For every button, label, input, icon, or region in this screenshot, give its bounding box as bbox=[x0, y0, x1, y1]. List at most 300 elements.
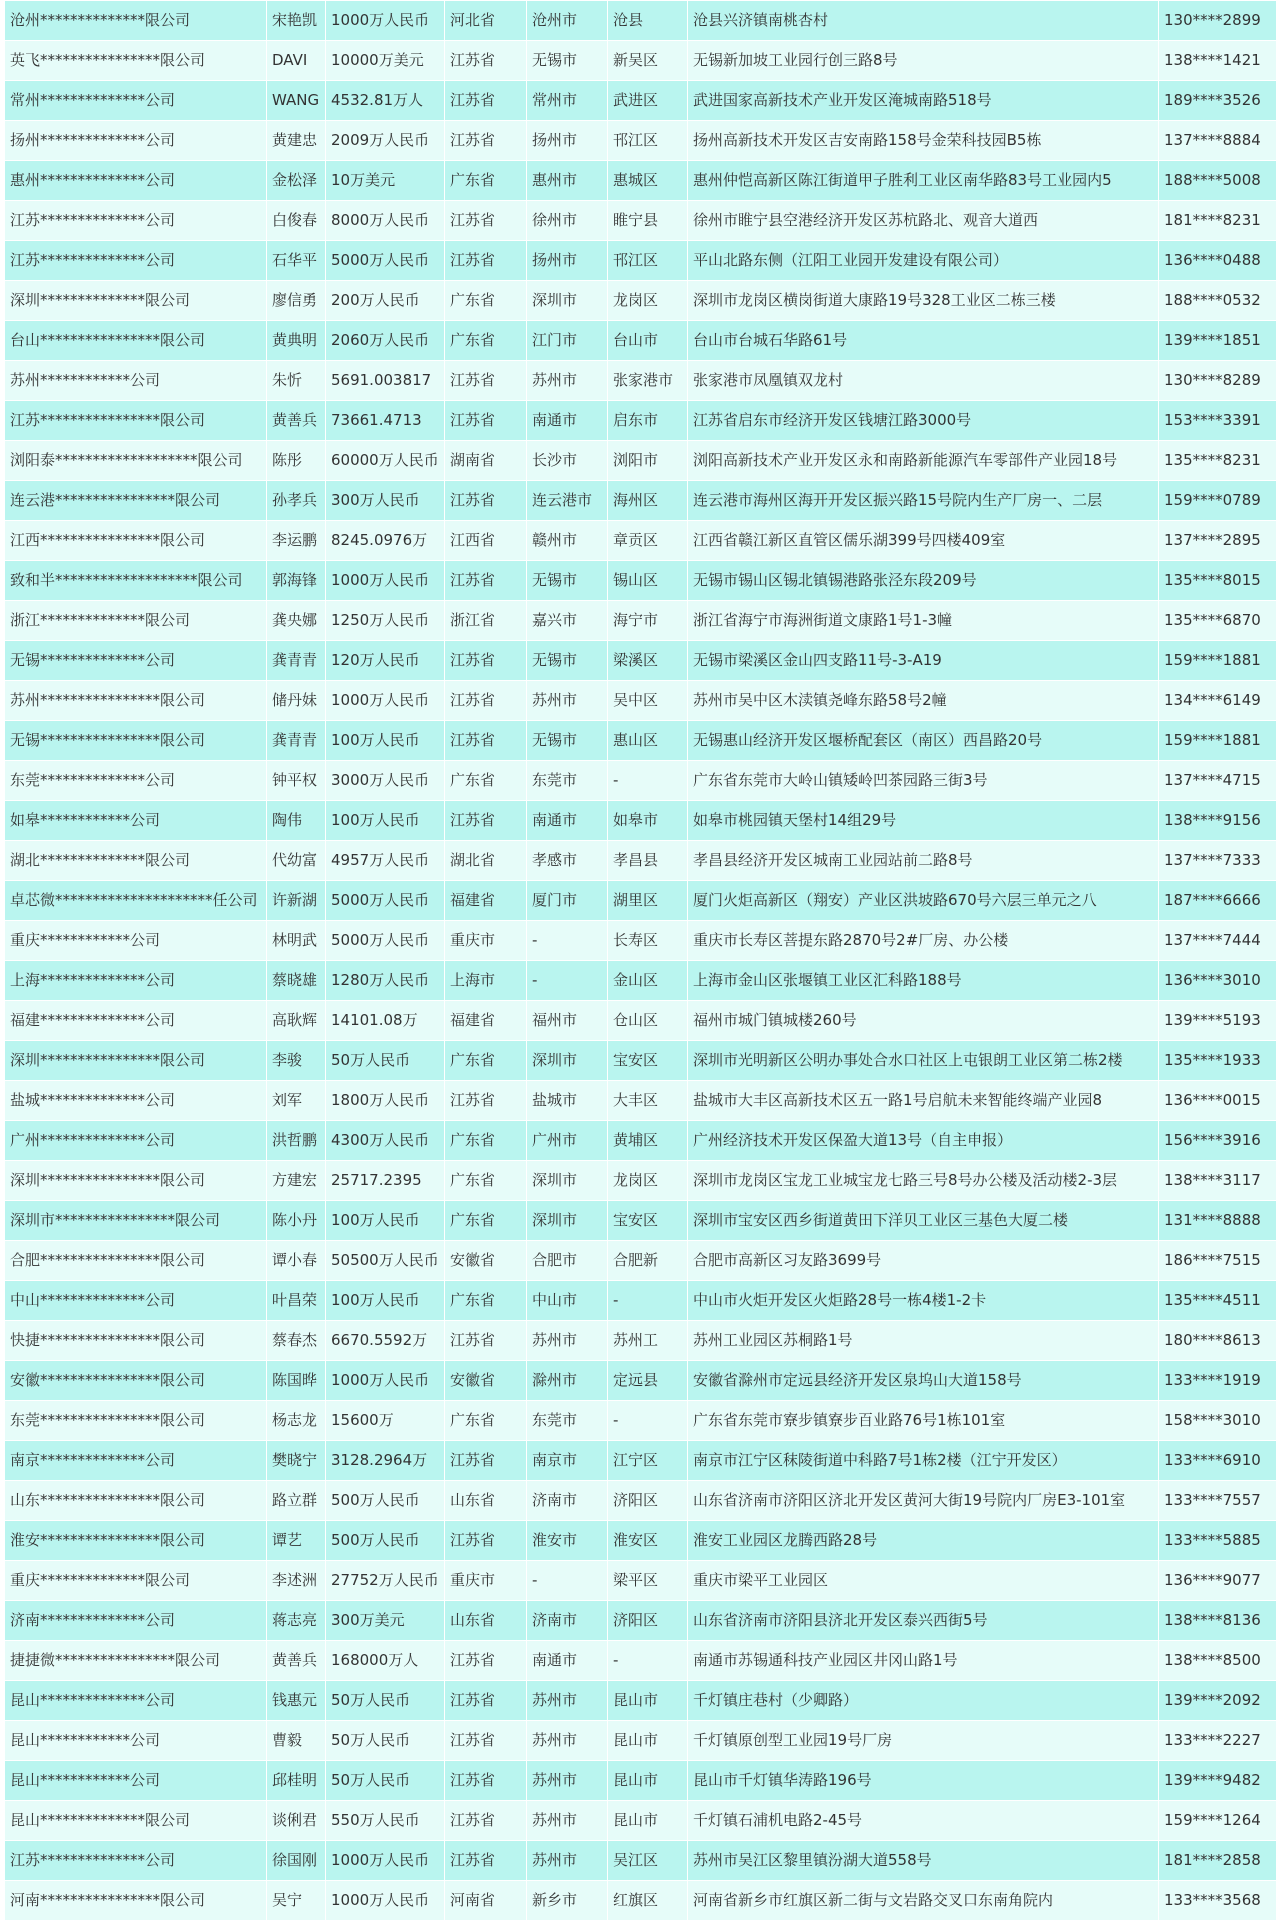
table-row bbox=[5, 1881, 1277, 1920]
company-name-cell: 连云港****************限公司 bbox=[5, 481, 267, 521]
address-cell: 南京市江宁区秣陵街道中科路7号1栋2楼（江宁开发区） bbox=[688, 1441, 1159, 1481]
table-row bbox=[5, 1761, 1277, 1801]
registered-capital-cell: 100万人民币 bbox=[326, 1201, 445, 1241]
registered-capital-cell: 1000万人民币 bbox=[326, 1841, 445, 1881]
legal-representative-cell: 邱桂明 bbox=[267, 1761, 326, 1801]
legal-representative-cell: 郭海锋 bbox=[267, 561, 326, 601]
city-cell: 苏州市 bbox=[527, 1321, 608, 1361]
province-cell: 湖南省 bbox=[445, 441, 527, 481]
legal-representative-cell: 陈小丹 bbox=[267, 1201, 326, 1241]
district-cell: 金山区 bbox=[608, 961, 688, 1001]
company-name-cell: 昆山**************公司 bbox=[5, 1681, 267, 1721]
district-cell: 惠山区 bbox=[608, 721, 688, 761]
company-name-cell: 南京**************公司 bbox=[5, 1441, 267, 1481]
phone-cell: 186****7515 bbox=[1159, 1241, 1277, 1281]
legal-representative-cell: 储丹妹 bbox=[267, 681, 326, 721]
district-cell: 合肥新 bbox=[608, 1241, 688, 1281]
legal-representative-cell: 代幼富 bbox=[267, 841, 326, 881]
phone-cell: 181****2858 bbox=[1159, 1841, 1277, 1881]
registered-capital-cell: 1800万人民币 bbox=[326, 1081, 445, 1121]
city-cell: 东莞市 bbox=[527, 761, 608, 801]
registered-capital-cell: 1250万人民币 bbox=[326, 601, 445, 641]
province-cell: 江苏省 bbox=[445, 481, 527, 521]
legal-representative-cell: 宋艳凯 bbox=[267, 1, 326, 41]
city-cell: 惠州市 bbox=[527, 161, 608, 201]
province-cell: 湖北省 bbox=[445, 841, 527, 881]
province-cell: 江西省 bbox=[445, 521, 527, 561]
registered-capital-cell: 10000万美元 bbox=[326, 41, 445, 81]
table-row bbox=[5, 841, 1277, 881]
table-row bbox=[5, 681, 1277, 721]
address-cell: 苏州市吴中区木渎镇尧峰东路58号2幢 bbox=[688, 681, 1159, 721]
province-cell: 江苏省 bbox=[445, 41, 527, 81]
address-cell: 南通市苏锡通科技产业园区井冈山路1号 bbox=[688, 1641, 1159, 1681]
district-cell: 台山市 bbox=[608, 321, 688, 361]
phone-cell: 139****5193 bbox=[1159, 1001, 1277, 1041]
district-cell: 梁溪区 bbox=[608, 641, 688, 681]
district-cell: 锡山区 bbox=[608, 561, 688, 601]
address-cell: 深圳市龙岗区横岗街道大康路19号328工业区二栋三楼 bbox=[688, 281, 1159, 321]
phone-cell: 159****1881 bbox=[1159, 641, 1277, 681]
district-cell: 吴江区 bbox=[608, 1841, 688, 1881]
company-name-cell: 卓芯微*********************任公司 bbox=[5, 881, 267, 921]
district-cell: 吴中区 bbox=[608, 681, 688, 721]
phone-cell: 138****9156 bbox=[1159, 801, 1277, 841]
district-cell: - bbox=[608, 1281, 688, 1321]
registered-capital-cell: 8000万人民币 bbox=[326, 201, 445, 241]
province-cell: 江苏省 bbox=[445, 681, 527, 721]
phone-cell: 133****6910 bbox=[1159, 1441, 1277, 1481]
address-cell: 无锡市梁溪区金山四支路11号-3-A19 bbox=[688, 641, 1159, 681]
table-row bbox=[5, 961, 1277, 1001]
district-cell: 宝安区 bbox=[608, 1201, 688, 1241]
legal-representative-cell: 路立群 bbox=[267, 1481, 326, 1521]
address-cell: 武进国家高新技术产业开发区淹城南路518号 bbox=[688, 81, 1159, 121]
legal-representative-cell: 孙孝兵 bbox=[267, 481, 326, 521]
address-cell: 深圳市龙岗区宝龙工业城宝龙七路三号8号办公楼及活动楼2-3层 bbox=[688, 1161, 1159, 1201]
province-cell: 广东省 bbox=[445, 1161, 527, 1201]
company-name-cell: 深圳****************限公司 bbox=[5, 1041, 267, 1081]
table-row bbox=[5, 1801, 1277, 1841]
province-cell: 江苏省 bbox=[445, 1641, 527, 1681]
phone-cell: 139****9482 bbox=[1159, 1761, 1277, 1801]
company-name-cell: 无锡**************公司 bbox=[5, 641, 267, 681]
phone-cell: 159****1881 bbox=[1159, 721, 1277, 761]
city-cell: 苏州市 bbox=[527, 1841, 608, 1881]
district-cell: 江宁区 bbox=[608, 1441, 688, 1481]
legal-representative-cell: 李述洲 bbox=[267, 1561, 326, 1601]
table-row bbox=[5, 1001, 1277, 1041]
phone-cell: 133****1919 bbox=[1159, 1361, 1277, 1401]
legal-representative-cell: 陈国晔 bbox=[267, 1361, 326, 1401]
table-row bbox=[5, 1841, 1277, 1881]
company-name-cell: 合肥****************限公司 bbox=[5, 1241, 267, 1281]
district-cell: 湖里区 bbox=[608, 881, 688, 921]
district-cell: 淮安区 bbox=[608, 1521, 688, 1561]
province-cell: 安徽省 bbox=[445, 1241, 527, 1281]
district-cell: 昆山市 bbox=[608, 1801, 688, 1841]
legal-representative-cell: 廖信勇 bbox=[267, 281, 326, 321]
district-cell: 昆山市 bbox=[608, 1721, 688, 1761]
province-cell: 浙江省 bbox=[445, 601, 527, 641]
district-cell: 如皋市 bbox=[608, 801, 688, 841]
company-name-cell: 淮安****************限公司 bbox=[5, 1521, 267, 1561]
table-row bbox=[5, 881, 1277, 921]
address-cell: 如皋市桃园镇天堡村14组29号 bbox=[688, 801, 1159, 841]
registered-capital-cell: 1000万人民币 bbox=[326, 1881, 445, 1920]
registered-capital-cell: 3000万人民币 bbox=[326, 761, 445, 801]
city-cell: 常州市 bbox=[527, 81, 608, 121]
phone-cell: 133****2227 bbox=[1159, 1721, 1277, 1761]
city-cell: - bbox=[527, 921, 608, 961]
registered-capital-cell: 200万人民币 bbox=[326, 281, 445, 321]
city-cell: 深圳市 bbox=[527, 281, 608, 321]
province-cell: 江苏省 bbox=[445, 81, 527, 121]
company-name-cell: 广州**************公司 bbox=[5, 1121, 267, 1161]
table-row bbox=[5, 1081, 1277, 1121]
province-cell: 江苏省 bbox=[445, 1841, 527, 1881]
registered-capital-cell: 4532.81万人 bbox=[326, 81, 445, 121]
table-row bbox=[5, 641, 1277, 681]
table-row bbox=[5, 1441, 1277, 1481]
legal-representative-cell: 黄典明 bbox=[267, 321, 326, 361]
table-row bbox=[5, 561, 1277, 601]
address-cell: 广东省东莞市大岭山镇矮岭凹茶园路三街3号 bbox=[688, 761, 1159, 801]
company-name-cell: 深圳****************限公司 bbox=[5, 1161, 267, 1201]
registered-capital-cell: 1000万人民币 bbox=[326, 561, 445, 601]
city-cell: 南通市 bbox=[527, 1641, 608, 1681]
phone-cell: 159****1264 bbox=[1159, 1801, 1277, 1841]
registered-capital-cell: 50万人民币 bbox=[326, 1681, 445, 1721]
registered-capital-cell: 50500万人民币 bbox=[326, 1241, 445, 1281]
phone-cell: 130****8289 bbox=[1159, 361, 1277, 401]
district-cell: 浏阳市 bbox=[608, 441, 688, 481]
district-cell: 黄埔区 bbox=[608, 1121, 688, 1161]
legal-representative-cell: 李运鹏 bbox=[267, 521, 326, 561]
legal-representative-cell: 谈俐君 bbox=[267, 1801, 326, 1841]
district-cell: 济阳区 bbox=[608, 1481, 688, 1521]
phone-cell: 137****7333 bbox=[1159, 841, 1277, 881]
legal-representative-cell: 谭艺 bbox=[267, 1521, 326, 1561]
legal-representative-cell: 洪哲鹏 bbox=[267, 1121, 326, 1161]
company-name-cell: 江苏**************公司 bbox=[5, 241, 267, 281]
province-cell: 江苏省 bbox=[445, 401, 527, 441]
district-cell: 昆山市 bbox=[608, 1761, 688, 1801]
city-cell: 济南市 bbox=[527, 1601, 608, 1641]
company-name-cell: 中山**************公司 bbox=[5, 1281, 267, 1321]
phone-cell: 138****8500 bbox=[1159, 1641, 1277, 1681]
table-row bbox=[5, 521, 1277, 561]
address-cell: 徐州市睢宁县空港经济开发区苏杭路北、观音大道西 bbox=[688, 201, 1159, 241]
city-cell: 赣州市 bbox=[527, 521, 608, 561]
address-cell: 深圳市光明新区公明办事处合水口社区上屯银朗工业区第二栋2楼 bbox=[688, 1041, 1159, 1081]
registered-capital-cell: 50万人民币 bbox=[326, 1721, 445, 1761]
legal-representative-cell: 钟平权 bbox=[267, 761, 326, 801]
province-cell: 江苏省 bbox=[445, 801, 527, 841]
province-cell: 江苏省 bbox=[445, 121, 527, 161]
district-cell: 张家港市 bbox=[608, 361, 688, 401]
province-cell: 江苏省 bbox=[445, 641, 527, 681]
district-cell: 龙岗区 bbox=[608, 281, 688, 321]
legal-representative-cell: 曹毅 bbox=[267, 1721, 326, 1761]
table-row bbox=[5, 161, 1277, 201]
legal-representative-cell: 高耿辉 bbox=[267, 1001, 326, 1041]
company-name-cell: 河南****************限公司 bbox=[5, 1881, 267, 1920]
table-row bbox=[5, 321, 1277, 361]
registered-capital-cell: 4957万人民币 bbox=[326, 841, 445, 881]
address-cell: 浙江省海宁市海洲街道文康路1号1-3幢 bbox=[688, 601, 1159, 641]
district-cell: - bbox=[608, 1641, 688, 1681]
registered-capital-cell: 4300万人民币 bbox=[326, 1121, 445, 1161]
province-cell: 广东省 bbox=[445, 321, 527, 361]
registered-capital-cell: 2060万人民币 bbox=[326, 321, 445, 361]
registered-capital-cell: 50万人民币 bbox=[326, 1041, 445, 1081]
legal-representative-cell: WANG bbox=[267, 81, 326, 121]
province-cell: 山东省 bbox=[445, 1481, 527, 1521]
phone-cell: 136****0488 bbox=[1159, 241, 1277, 281]
company-name-cell: 湖北**************限公司 bbox=[5, 841, 267, 881]
city-cell: 广州市 bbox=[527, 1121, 608, 1161]
province-cell: 福建省 bbox=[445, 881, 527, 921]
company-name-cell: 常州**************公司 bbox=[5, 81, 267, 121]
address-cell: 广州经济技术开发区保盈大道13号（自主申报） bbox=[688, 1121, 1159, 1161]
province-cell: 江苏省 bbox=[445, 1721, 527, 1761]
legal-representative-cell: 龚央娜 bbox=[267, 601, 326, 641]
company-table-sheet bbox=[4, 0, 1276, 1920]
province-cell: 河北省 bbox=[445, 1, 527, 41]
address-cell: 山东省济南市济阳区济北开发区黄河大街19号院内厂房E3-101室 bbox=[688, 1481, 1159, 1521]
table-row bbox=[5, 1601, 1277, 1641]
table-row bbox=[5, 281, 1277, 321]
phone-cell: 131****8888 bbox=[1159, 1201, 1277, 1241]
province-cell: 广东省 bbox=[445, 1401, 527, 1441]
city-cell: 嘉兴市 bbox=[527, 601, 608, 641]
table-row bbox=[5, 481, 1277, 521]
company-name-cell: 江苏**************公司 bbox=[5, 201, 267, 241]
registered-capital-cell: 73661.4713 bbox=[326, 401, 445, 441]
city-cell: 南通市 bbox=[527, 801, 608, 841]
legal-representative-cell: 黄善兵 bbox=[267, 401, 326, 441]
province-cell: 江苏省 bbox=[445, 241, 527, 281]
registered-capital-cell: 10万美元 bbox=[326, 161, 445, 201]
legal-representative-cell: 蔡春杰 bbox=[267, 1321, 326, 1361]
company-name-cell: 如皋************公司 bbox=[5, 801, 267, 841]
city-cell: 连云港市 bbox=[527, 481, 608, 521]
table-row bbox=[5, 801, 1277, 841]
company-name-cell: 台山****************限公司 bbox=[5, 321, 267, 361]
registered-capital-cell: 168000万人 bbox=[326, 1641, 445, 1681]
address-cell: 孝昌县经济开发区城南工业园站前二路8号 bbox=[688, 841, 1159, 881]
district-cell: 邗江区 bbox=[608, 121, 688, 161]
company-name-cell: 重庆************公司 bbox=[5, 921, 267, 961]
legal-representative-cell: DAVI bbox=[267, 41, 326, 81]
city-cell: 苏州市 bbox=[527, 361, 608, 401]
table-row bbox=[5, 1, 1277, 41]
registered-capital-cell: 5000万人民币 bbox=[326, 881, 445, 921]
province-cell: 重庆市 bbox=[445, 1561, 527, 1601]
city-cell: 新乡市 bbox=[527, 1881, 608, 1920]
company-name-cell: 无锡****************限公司 bbox=[5, 721, 267, 761]
company-name-cell: 盐城**************公司 bbox=[5, 1081, 267, 1121]
phone-cell: 135****6870 bbox=[1159, 601, 1277, 641]
province-cell: 江苏省 bbox=[445, 201, 527, 241]
company-name-cell: 浙江**************限公司 bbox=[5, 601, 267, 641]
province-cell: 广东省 bbox=[445, 1041, 527, 1081]
city-cell: 无锡市 bbox=[527, 641, 608, 681]
registered-capital-cell: 5000万人民币 bbox=[326, 921, 445, 961]
phone-cell: 139****1851 bbox=[1159, 321, 1277, 361]
address-cell: 苏州工业园区苏桐路1号 bbox=[688, 1321, 1159, 1361]
company-name-cell: 苏州************公司 bbox=[5, 361, 267, 401]
company-name-cell: 捷捷微****************限公司 bbox=[5, 1641, 267, 1681]
city-cell: 苏州市 bbox=[527, 1801, 608, 1841]
phone-cell: 153****3391 bbox=[1159, 401, 1277, 441]
legal-representative-cell: 龚青青 bbox=[267, 641, 326, 681]
registered-capital-cell: 50万人民币 bbox=[326, 1761, 445, 1801]
address-cell: 江西省赣江新区直管区儒乐湖399号四楼409室 bbox=[688, 521, 1159, 561]
city-cell: 扬州市 bbox=[527, 121, 608, 161]
city-cell: 深圳市 bbox=[527, 1041, 608, 1081]
table-row bbox=[5, 41, 1277, 81]
district-cell: 武进区 bbox=[608, 81, 688, 121]
registered-capital-cell: 500万人民币 bbox=[326, 1481, 445, 1521]
legal-representative-cell: 钱惠元 bbox=[267, 1681, 326, 1721]
company-name-cell: 深圳市****************限公司 bbox=[5, 1201, 267, 1241]
district-cell: 昆山市 bbox=[608, 1681, 688, 1721]
company-name-cell: 深圳**************限公司 bbox=[5, 281, 267, 321]
registered-capital-cell: 300万人民币 bbox=[326, 481, 445, 521]
city-cell: 孝感市 bbox=[527, 841, 608, 881]
district-cell: 海宁市 bbox=[608, 601, 688, 641]
district-cell: 大丰区 bbox=[608, 1081, 688, 1121]
province-cell: 江苏省 bbox=[445, 1441, 527, 1481]
table-row bbox=[5, 201, 1277, 241]
table-row bbox=[5, 1201, 1277, 1241]
address-cell: 张家港市凤凰镇双龙村 bbox=[688, 361, 1159, 401]
province-cell: 江苏省 bbox=[445, 721, 527, 761]
registered-capital-cell: 14101.08万 bbox=[326, 1001, 445, 1041]
district-cell: 邗江区 bbox=[608, 241, 688, 281]
table-row bbox=[5, 1641, 1277, 1681]
phone-cell: 135****8015 bbox=[1159, 561, 1277, 601]
address-cell: 无锡市锡山区锡北镇锡港路张泾东段209号 bbox=[688, 561, 1159, 601]
district-cell: 济阳区 bbox=[608, 1601, 688, 1641]
province-cell: 江苏省 bbox=[445, 1081, 527, 1121]
legal-representative-cell: 方建宏 bbox=[267, 1161, 326, 1201]
legal-representative-cell: 陈彤 bbox=[267, 441, 326, 481]
district-cell: 苏州工 bbox=[608, 1321, 688, 1361]
registered-capital-cell: 550万人民币 bbox=[326, 1801, 445, 1841]
company-name-cell: 上海**************公司 bbox=[5, 961, 267, 1001]
address-cell: 千灯镇庄巷村（少卿路） bbox=[688, 1681, 1159, 1721]
legal-representative-cell: 叶昌荣 bbox=[267, 1281, 326, 1321]
registered-capital-cell: 1000万人民币 bbox=[326, 1, 445, 41]
address-cell: 厦门火炬高新区（翔安）产业区洪坡路670号六层三单元之八 bbox=[688, 881, 1159, 921]
table-row bbox=[5, 81, 1277, 121]
address-cell: 重庆市长寿区菩提东路2870号2#厂房、办公楼 bbox=[688, 921, 1159, 961]
address-cell: 千灯镇原创型工业园19号厂房 bbox=[688, 1721, 1159, 1761]
address-cell: 平山北路东侧（江阳工业园开发建设有限公司） bbox=[688, 241, 1159, 281]
address-cell: 无锡新加坡工业园行创三路8号 bbox=[688, 41, 1159, 81]
table-row bbox=[5, 121, 1277, 161]
phone-cell: 188****5008 bbox=[1159, 161, 1277, 201]
registered-capital-cell: 1280万人民币 bbox=[326, 961, 445, 1001]
phone-cell: 158****3010 bbox=[1159, 1401, 1277, 1441]
company-name-cell: 昆山**************限公司 bbox=[5, 1801, 267, 1841]
registered-capital-cell: 60000万人民币 bbox=[326, 441, 445, 481]
company-name-cell: 扬州**************公司 bbox=[5, 121, 267, 161]
province-cell: 广东省 bbox=[445, 161, 527, 201]
province-cell: 江苏省 bbox=[445, 1801, 527, 1841]
province-cell: 江苏省 bbox=[445, 1681, 527, 1721]
province-cell: 广东省 bbox=[445, 761, 527, 801]
city-cell: 苏州市 bbox=[527, 1721, 608, 1761]
table-row bbox=[5, 1481, 1277, 1521]
district-cell: - bbox=[608, 761, 688, 801]
company-name-cell: 江苏**************公司 bbox=[5, 1841, 267, 1881]
legal-representative-cell: 许新湖 bbox=[267, 881, 326, 921]
address-cell: 广东省东莞市寮步镇寮步百业路76号1栋101室 bbox=[688, 1401, 1159, 1441]
city-cell: 无锡市 bbox=[527, 41, 608, 81]
phone-cell: 139****2092 bbox=[1159, 1681, 1277, 1721]
company-name-cell: 沧州**************限公司 bbox=[5, 1, 267, 41]
table-row bbox=[5, 921, 1277, 961]
phone-cell: 135****1933 bbox=[1159, 1041, 1277, 1081]
address-cell: 惠州仲恺高新区陈江街道甲子胜利工业区南华路83号工业园内5 bbox=[688, 161, 1159, 201]
province-cell: 重庆市 bbox=[445, 921, 527, 961]
district-cell: 长寿区 bbox=[608, 921, 688, 961]
city-cell: 苏州市 bbox=[527, 1681, 608, 1721]
table-row bbox=[5, 1361, 1277, 1401]
company-name-cell: 致和半*******************限公司 bbox=[5, 561, 267, 601]
legal-representative-cell: 杨志龙 bbox=[267, 1401, 326, 1441]
registered-capital-cell: 1000万人民币 bbox=[326, 681, 445, 721]
district-cell: 海州区 bbox=[608, 481, 688, 521]
district-cell: 红旗区 bbox=[608, 1881, 688, 1920]
city-cell: 厦门市 bbox=[527, 881, 608, 921]
table-row bbox=[5, 601, 1277, 641]
company-name-cell: 快捷****************限公司 bbox=[5, 1321, 267, 1361]
province-cell: 安徽省 bbox=[445, 1361, 527, 1401]
company-name-cell: 浏阳泰*******************限公司 bbox=[5, 441, 267, 481]
city-cell: 苏州市 bbox=[527, 1761, 608, 1801]
table-row bbox=[5, 361, 1277, 401]
province-cell: 福建省 bbox=[445, 1001, 527, 1041]
district-cell: - bbox=[608, 1401, 688, 1441]
company-name-cell: 安徽****************限公司 bbox=[5, 1361, 267, 1401]
city-cell: 苏州市 bbox=[527, 681, 608, 721]
registered-capital-cell: 3128.2964万 bbox=[326, 1441, 445, 1481]
district-cell: 宝安区 bbox=[608, 1041, 688, 1081]
district-cell: 定远县 bbox=[608, 1361, 688, 1401]
legal-representative-cell: 刘军 bbox=[267, 1081, 326, 1121]
province-cell: 广东省 bbox=[445, 1281, 527, 1321]
company-name-cell: 东莞**************公司 bbox=[5, 761, 267, 801]
province-cell: 广东省 bbox=[445, 1121, 527, 1161]
company-name-cell: 东莞****************限公司 bbox=[5, 1401, 267, 1441]
table-row bbox=[5, 761, 1277, 801]
phone-cell: 133****5885 bbox=[1159, 1521, 1277, 1561]
district-cell: 仓山区 bbox=[608, 1001, 688, 1041]
phone-cell: 137****8884 bbox=[1159, 121, 1277, 161]
table-row bbox=[5, 721, 1277, 761]
registered-capital-cell: 100万人民币 bbox=[326, 721, 445, 761]
city-cell: 南通市 bbox=[527, 401, 608, 441]
phone-cell: 137****2895 bbox=[1159, 521, 1277, 561]
legal-representative-cell: 林明武 bbox=[267, 921, 326, 961]
district-cell: 启东市 bbox=[608, 401, 688, 441]
city-cell: 淮安市 bbox=[527, 1521, 608, 1561]
